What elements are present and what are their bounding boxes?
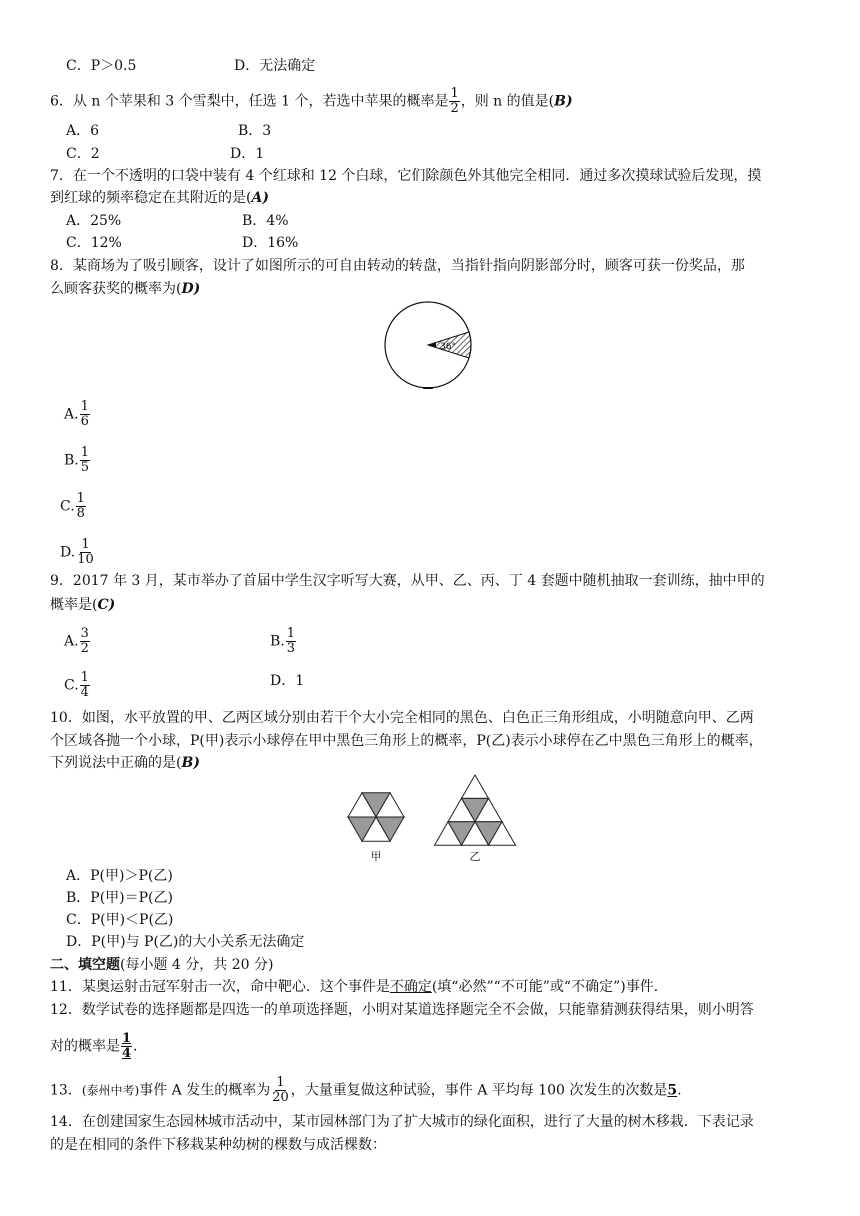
q8-option-d: D. $\frac{1}{10}$ — [60, 537, 94, 567]
q7-option-c: C．12% — [66, 235, 122, 251]
q10-option-a: A．P(甲)＞P(乙) — [66, 868, 173, 884]
question-8-line2: 么顾客获奖的概率为(D) — [50, 281, 201, 297]
q10-answer: B — [181, 755, 194, 771]
q9-option-a: A. $\frac{3}{2}$ — [64, 626, 89, 656]
question-10-line1: 10．如图，水平放置的甲、乙两区域分别由若干个大小完全相同的黑色、白色正三角形组成，小明随意向甲、乙两 — [50, 710, 754, 726]
q10-option-b: B．P(甲)＝P(乙) — [66, 890, 173, 906]
q9-option-d: D．1 — [270, 673, 305, 689]
triangle-cells — [435, 775, 516, 845]
q8-option-c: C. $\frac{1}{8}$ — [60, 491, 85, 521]
section-2-heading: 二、填空题(每小题 4 分，共 20 分) — [50, 957, 274, 973]
q10-option-d: D．P(甲)与 P(乙)的大小关系无法确定 — [66, 934, 305, 950]
q10-option-c: C．P(甲)＜P(乙) — [66, 912, 174, 928]
q13-answer: 5 — [667, 1082, 678, 1099]
question-10-line2: 个区域各抛一个小球，P(甲)表示小球停在甲中黑色三角形上的概率，P(乙)表示小球停在乙中黑色三角形上的概率， — [50, 733, 763, 749]
question-12-line1: 12．数学试卷的选择题都是四选一的单项选择题，小明对某道选择题完全不会做，只能靠猜测获得结果，则小明答 — [50, 1002, 754, 1018]
q6-option-c: C．2 — [66, 146, 100, 162]
q6-text: 6．从 n 个苹果和 3 个雪梨中，任选 1 个，若选中苹果的概率是 — [50, 93, 449, 110]
question-10-line3: 下列说法中正确的是(B) — [50, 755, 200, 771]
q7-option-b: B．4% — [242, 213, 289, 229]
spinner-figure — [380, 300, 480, 392]
sector-angle-label: 36° — [440, 342, 456, 352]
question-14-line1: 14．在创建国家生态园林城市活动中，某市园林部门为了扩大城市的绿化面积，进行了大量的树木移栽．下表记录 — [50, 1114, 754, 1130]
label-yi: 乙 — [469, 850, 481, 863]
q6-option-d: D．1 — [230, 146, 265, 162]
question-7-line1: 7．在一个不透明的口袋中装有 4 个红球和 12 个白球，它们除颜色外其他完全相同．通过多次摸球试验后发现，摸 — [50, 168, 762, 184]
q12-answer: $\frac{1}{4}$ — [122, 1031, 132, 1061]
q8-option-a: A. $\frac{1}{6}$ — [64, 399, 89, 429]
q9-answer: C — [97, 597, 109, 613]
q9-option-c: C. $\frac{1}{4}$ — [64, 670, 89, 700]
q7-option-d: D．16% — [242, 235, 299, 251]
question-9-line1: 9．2017 年 3 月，某市举办了首届中学生汉字听写大赛，从甲、乙、丙、丁 4 套题中随机抽取一套训练，抽中甲的 — [50, 573, 765, 589]
hexagon-triangles — [348, 793, 404, 841]
triangle-figure — [432, 772, 518, 864]
fraction-half: $\frac{1}{2}$ — [450, 86, 459, 116]
q9-option-b: B. $\frac{1}{3}$ — [270, 626, 296, 656]
q8-answer: D — [181, 281, 194, 297]
question-12-line2: 对的概率是 $\frac{1}{4}$ . — [50, 1031, 138, 1061]
q13-source: (泰州中考) — [81, 1083, 140, 1098]
q8-option-b: B. $\frac{1}{5}$ — [64, 445, 90, 475]
q7-answer: A — [251, 190, 263, 206]
question-13: 13．(泰州中考)事件 A 发生的概率为 $\frac{1}{20}$ ，大量重复做这种试验，事件 A 平均每 100 次发生的次数是5. — [50, 1075, 682, 1105]
q11-answer: 不确定 — [389, 979, 432, 995]
question-8-line1: 8．某商场为了吸引顾客，设计了如图所示的可自由转动的转盘，当指针指向阴影部分时，顾客可获一份奖品，那 — [50, 258, 745, 274]
q6-answer: B — [554, 93, 566, 110]
q5-option-c: C．P＞0.5 — [66, 58, 137, 74]
question-9-line2: 概率是(C) — [50, 597, 116, 613]
question-7-line2: 到红球的频率稳定在其附近的是(A) — [50, 190, 269, 206]
q6-option-a: A．6 — [66, 123, 100, 139]
q5-option-d: D．无法确定 — [234, 58, 316, 74]
question-6: 6．从 n 个苹果和 3 个雪梨中，任选 1 个，若选中苹果的概率是 $\frac{1}{2}$ ，则 n 的值是(B) — [50, 86, 573, 116]
label-jia: 甲 — [370, 850, 382, 863]
question-11: 11．某奥运射击冠军射击一次，命中靶心．这个事件是不确定(填“必然”“不可能”或“不确定”)事件． — [50, 979, 668, 995]
q6-option-b: B．3 — [238, 123, 272, 139]
q7-option-a: A．25% — [66, 213, 122, 229]
question-14-line2: 的是在相同的条件下移栽某种幼树的棵数与成活棵数： — [50, 1137, 386, 1153]
hexagon-figure — [344, 788, 408, 864]
